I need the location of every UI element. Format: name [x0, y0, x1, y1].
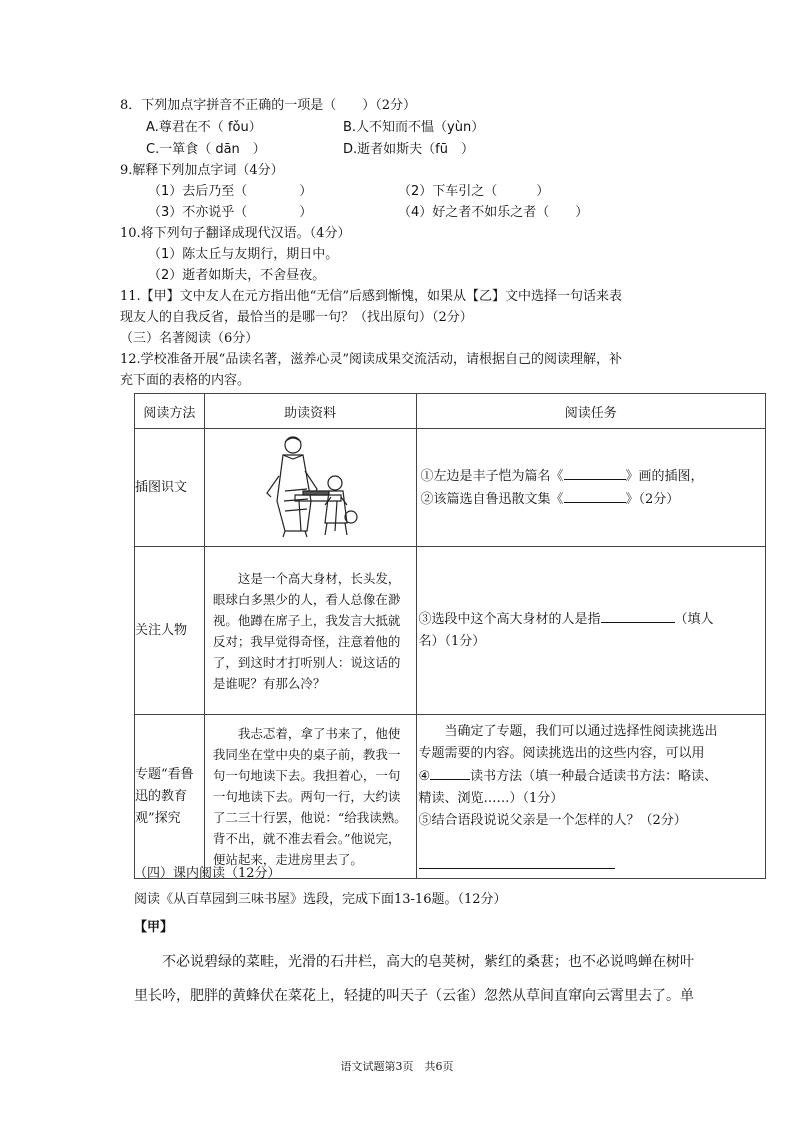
row3-passage: 我忐忑着，拿了书来了，他使我同坐在堂中央的桌子前，教我一句一句地读下去。我担着心，一句一句地读下去。两句一行，大约读了二三十行罢，他说：“给我读熟。背不出，就不准去看会。”他说完，便站起来，走进房里去了。 — [212, 726, 407, 867]
task4-prefix: ④ — [418, 769, 431, 784]
q8-stem: 8．下列加点字拼音不正确的一项是（ ）（2分） — [120, 98, 417, 113]
task3-prefix: ③选段中这个高大身材的人是指 — [418, 612, 601, 627]
task3-suffix-2: 名）（1分） — [418, 634, 486, 649]
section-3-heading: （三）名著阅读（6分） — [120, 331, 259, 346]
page-footer: 语文试题第3页 共6页 — [340, 1060, 454, 1073]
q9-item-1: （1）去后乃至（ ） — [148, 184, 313, 199]
table-row — [135, 715, 766, 879]
q8-option-d: D.逝者如斯夫（fū ） — [343, 142, 474, 157]
row2-task — [416, 547, 766, 715]
row2-passage: 这是一个高大身材，长头发，眼球白多黑少的人，看人总像在渺视。他蹲在席子上，我发言大抵就反对；我早觉得奇怪，注意着他的了，到这时才打听别人：说这话的是谁呢？有那么冷？ — [212, 570, 401, 691]
row1-illustration-cell — [204, 429, 416, 547]
passage-line-2: 里长吟，肥胖的黄蜂伏在菜花上，轻捷的叫天子（云雀）忽然从草间直窜向云霄里去了。单 — [134, 988, 694, 1004]
task1-suffix: 》画的插图， — [625, 468, 704, 484]
row3-passage-cell — [204, 715, 416, 879]
task-intro-line-2: 专题需要的内容。阅读挑选出的这些内容，可以用 — [418, 746, 705, 761]
task3-suffix: （填人 — [674, 612, 714, 627]
q8-option-a: A.尊君在不（ fǒu） — [146, 120, 262, 135]
task4-answer-blank[interactable] — [430, 765, 470, 780]
q11-line-2: 现友人的自我反省，最恰当的是哪一句？（找出原句）（2分） — [120, 310, 473, 325]
header-method: 阅读方法 — [135, 394, 205, 429]
header-task: 阅读任务 — [416, 394, 766, 429]
row1-task — [416, 429, 766, 547]
q12-line-2: 充下面的表格的内容。 — [120, 373, 251, 388]
task4-suffix-2: 精读、浏览……）（1分） — [418, 791, 564, 806]
q10-item-2: （2）逝者如斯夫，不舍昼夜。 — [148, 268, 326, 283]
teacher-student-illustration — [255, 431, 365, 541]
task4-suffix: 读书方法（填一种最合适读书方法：略读、 — [470, 769, 718, 784]
task3-answer-blank[interactable] — [601, 608, 675, 623]
q9-item-4: （4）好之者不如乐之者（ ） — [398, 205, 589, 220]
q9-item-2: （2）下车引之（ ） — [398, 184, 550, 199]
q12-line-1: 12.学校准备开展“品读名著，滋养心灵”阅读成果交流活动，请根据自己的阅读理解，补 — [120, 352, 622, 367]
row3-method — [135, 715, 205, 879]
task1-answer-blank[interactable] — [564, 465, 626, 480]
table-header-row — [135, 394, 766, 429]
passage-line-1: 不必说碧绿的菜畦，光滑的石井栏，高大的皂荚树，紫红的桑葚；也不必说鸣蝉在树叶 — [134, 954, 694, 970]
table-row — [135, 429, 766, 547]
task5-question: ⑤结合语段说说父亲是一个怎样的人？（2分） — [418, 813, 687, 828]
passage-jia-label: 【甲】 — [134, 920, 174, 935]
q9-item-3: （3）不亦说乎（ ） — [148, 205, 313, 220]
reading-intro: 阅读《从百草园到三味书屋》选段，完成下面13-16题。（12分） — [134, 892, 507, 907]
q11-line-1: 11.【甲】文中友人在元方指出他“无信”后感到惭愧，如果从【乙】文中选择一句话来表 — [120, 289, 622, 304]
q8-option-b: B.人不知而不愠（yùn） — [343, 120, 485, 135]
row3-method-line-3: 观”探究 — [135, 810, 181, 826]
row3-task — [416, 715, 766, 879]
q10-item-1: （1）陈太丘与友期行，期日中。 — [148, 247, 339, 262]
section-4-heading: （四）课内阅读（12分） — [134, 866, 281, 881]
q9-stem: 9.解释下列加点字词（4分） — [120, 163, 284, 178]
q8-option-c: C.一箪食（ dān ） — [146, 142, 266, 157]
task5-answer-line[interactable] — [419, 854, 615, 869]
reading-table — [134, 393, 766, 879]
task1-prefix: ①左边是丰子恺为篇名《 — [420, 468, 564, 484]
task2-prefix: ②该篇选自鲁迅散文集《 — [420, 491, 564, 507]
row3-method-line-2: 迅的教育 — [135, 788, 188, 804]
row1-method: 插图识文 — [135, 429, 205, 547]
header-material: 助读资料 — [204, 394, 416, 429]
task-intro-line-1: 当确定了专题，我们可以通过选择性阅读挑选出 — [418, 724, 718, 739]
row2-passage-cell — [204, 547, 416, 715]
row2-method: 关注人物 — [135, 547, 205, 715]
table-row — [135, 547, 766, 715]
row3-method-line-1: 专题“看鲁 — [135, 766, 194, 782]
task2-suffix: 》（2分） — [625, 491, 680, 507]
q10-stem: 10.将下列句子翻译成现代汉语。（4分） — [120, 226, 351, 241]
task2-answer-blank[interactable] — [564, 488, 626, 503]
